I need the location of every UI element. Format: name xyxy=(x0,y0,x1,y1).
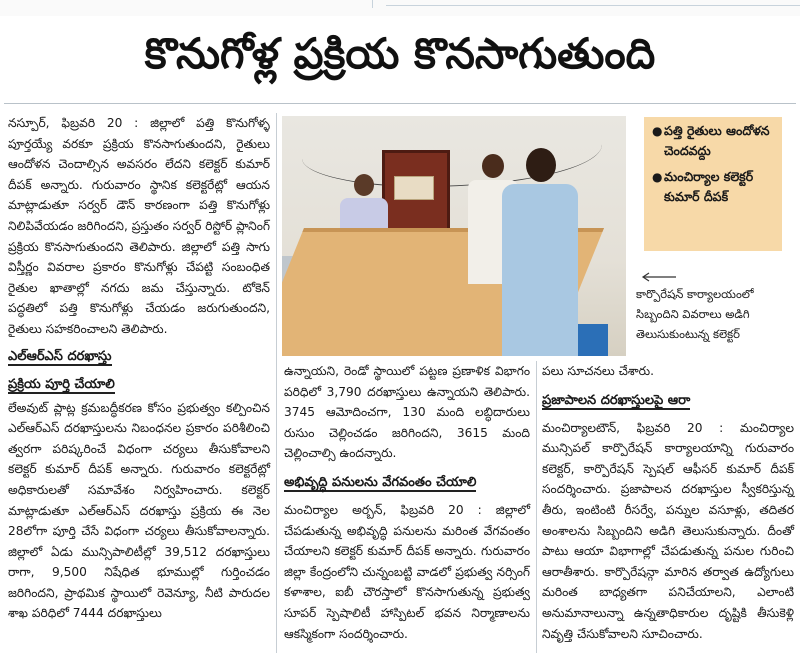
news-photo xyxy=(282,116,626,356)
subheading xyxy=(8,346,270,368)
subheading xyxy=(284,472,530,494)
highlight-item xyxy=(652,167,774,207)
photo-bin xyxy=(578,324,608,356)
article-paragraph: పలు సూచనలు చేశారు. xyxy=(542,364,654,378)
article-paragraph: నస్పూర్, ఫిబ్రవరి 20 : జిల్లాలో పత్తి కొనుగోళ్ళ పూర్తయ్యే వరకూ ప్రక్రియ కొనసాగుతుందని, రైతులు ఆందోళన చెందాల్సిన అవసరం లేదని కలెక్టర్ కుమార్ దీపక్ అన్నారు. గురువారం స్థానిక కలెక్టరేట్లో ఆయన మాట్లాడుతూ సర్వర్ డౌన్ కారణంగా పత్తి కొనుగోళ్లు నిలిపివేయడం జరిగిందని, ప్రస్తుతం సర్వర్ రిస్టోర్ ప్లానింగ్ ప్రక్రియ కొనసాగుతుందని తెలిపారు. జిల్లాలో పత్తి సాగు విస్తీర్ణం వివరాల ప్రకారం కొనుగోళ్లు చేపట్టి సంబంధిత రైతుల ఖాతాల్లో నగదు జమ చేస్తున్నారు. టోకెన్ పద్ధతిలో పత్తి కొనుగోళ్లు చేయడం జరుగుతుందని, రైతులు సహకరించాలని తెలిపారు. xyxy=(8,116,270,336)
arrow-left-icon xyxy=(640,271,676,283)
highlight-text: మంచిర్యాల కలెక్టర్ కుమార్ దీపక్ xyxy=(664,169,754,204)
top-rule-tick xyxy=(372,0,373,8)
highlights-box xyxy=(644,117,782,251)
article-paragraph: మంచిర్యాల అర్బన్, ఫిబ్రవరి 20 : జిల్లాలో చేపడుతున్న అభివృద్ధి పనులను మరింత వేగవంతం చేయాలని కలెక్టర్ కుమార్ దీపక్ అన్నారు. గురువారం జిల్లా కేంద్రంలోని చున్నంబట్టి వాడలో ప్రభుత్వ నర్సింగ్ కళాశాల, ఐబీ చౌరస్తాలో కొనసాగుతున్న ప్రభుత్వ సూపర్ స్పెషాలిటీ హాస్పిటల్ భవన నిర్మాణాలను ఆకస్మికంగా సందర్శించారు. xyxy=(284,502,530,641)
column-rule xyxy=(276,113,277,653)
subheading-text: ప్రజాపాలన దరఖాస్తులపై ఆరా xyxy=(542,392,691,408)
highlight-text: పత్తి రైతులు ఆందోళన చెందవద్దు xyxy=(664,123,770,158)
article-paragraph: లేఅవుట్ ప్లాట్ల క్రమబద్ధీకరణ కోసం ప్రభుత్వం కల్పించిన ఎల్ఆర్ఎస్ దరఖాస్తులను నిబంధనల ప్రకారం పరిశీలించి త్వరగా పరిష్కరించే విధంగా చర్యలు తీసుకోవాలని కలెక్టర్ కుమార్ దీపక్ అన్నారు. గురువారం కలెక్టరేట్లో అధికారులతో సమావేశం నిర్వహించారు. కలెక్టర్ మాట్లాడుతూ ఎల్ఆర్ఎస్ దరఖాస్తు ప్రక్రియ ఈ నెల 28లోగా పూర్తి చేసే విధంగా చర్యలు తీసుకోవాలన్నారు. జిల్లాలో ఏడు మున్సిపాలిటీల్లో 39,512 దరఖాస్తులు రాగా, 9,500 నిషేధిత భూముల్లో గుర్తించడం జరిగిందని, ప్రాథమిక స్థాయిలో రెవెన్యూ, నీటి పారుదల శాఖ పరిధిలో 7444 దరఖాస్తులు xyxy=(8,400,270,621)
photo-person-collector xyxy=(502,148,578,356)
column-1 xyxy=(8,113,270,624)
subheading xyxy=(542,390,794,412)
column-2 xyxy=(284,361,530,644)
highlight-item xyxy=(652,121,774,161)
subheading xyxy=(8,374,270,396)
subheading-text: అభివృద్ధి పనులను వేగవంతం చేయాలి xyxy=(284,474,477,490)
headline: కొనుగోళ్ల ప్రక్రియ కొనసాగుతుంది xyxy=(144,29,656,78)
article-paragraph: ఉన్నాయని, రెండో స్థాయిలో పట్టణ ప్రణాళిక విభాగం పరిధిలో 3,790 దరఖాస్తులు ఉన్నాయని తెలిపారు. 3745 ఆమోదించగా, 130 మంది లబ్ధిదారులు రుసుం చెల్లించడం జరిగిందని, 3615 మంది చెల్లించాల్సి ఉందన్నారు. xyxy=(284,364,530,461)
column-rule xyxy=(536,361,537,653)
top-rule xyxy=(386,5,800,6)
photo-caption: కార్పొరేషన్ కార్యాలయంలో సిబ్బందిని వివరాలు అడిగి తెలుసుకుంటున్న కలెక్టర్ xyxy=(636,287,754,341)
subheading-line-2: ప్రక్రియ పూర్తి చేయాలి xyxy=(8,376,115,392)
column-3 xyxy=(542,361,794,644)
article-paragraph: మంచిర్యాలటౌన్, ఫిబ్రవరి 20 : మంచిర్యాల మున్సిపల్ కార్పొరేషన్ కార్యాలయాన్ని గురువారం కలెక్టర్, కార్పొరేషన్ స్పెషల్ ఆఫీసర్ కుమార్ దీపక్ సందర్శించారు. ప్రజాపాలన దరఖాస్తుల స్వీకరిస్తున్న తీరు, ఇంటింటి రీసర్వే, పన్నుల వసూళ్లు, తదితర అంశాలను సిబ్బందిని అడిగి తెలుసుకున్నారు. దీంతో పాటు ఆయా విభాగాల్లో చేపడుతున్న పనుల గురించి ఆరాతీశారు. కార్పొరేషన్గా మారిన తర్వాత ఉద్యోగులు మరింత బాధ్యతగా పనిచేయాలని, ఎలాంటి అనుమానాలున్నా ఉన్నతాధికారుల దృష్టికి తీసుకెళ్లి నివృత్తి చేసుకోవాలని సూచించారు. xyxy=(542,420,794,641)
bullet-icon: ● xyxy=(652,124,663,138)
bullet-icon: ● xyxy=(652,170,663,184)
top-bar xyxy=(0,0,800,16)
photo-poster xyxy=(394,176,434,200)
subheading-line-1: ఎల్ఆర్ఎస్ దరఖాస్తు xyxy=(8,348,112,364)
headline-divider xyxy=(4,103,796,104)
